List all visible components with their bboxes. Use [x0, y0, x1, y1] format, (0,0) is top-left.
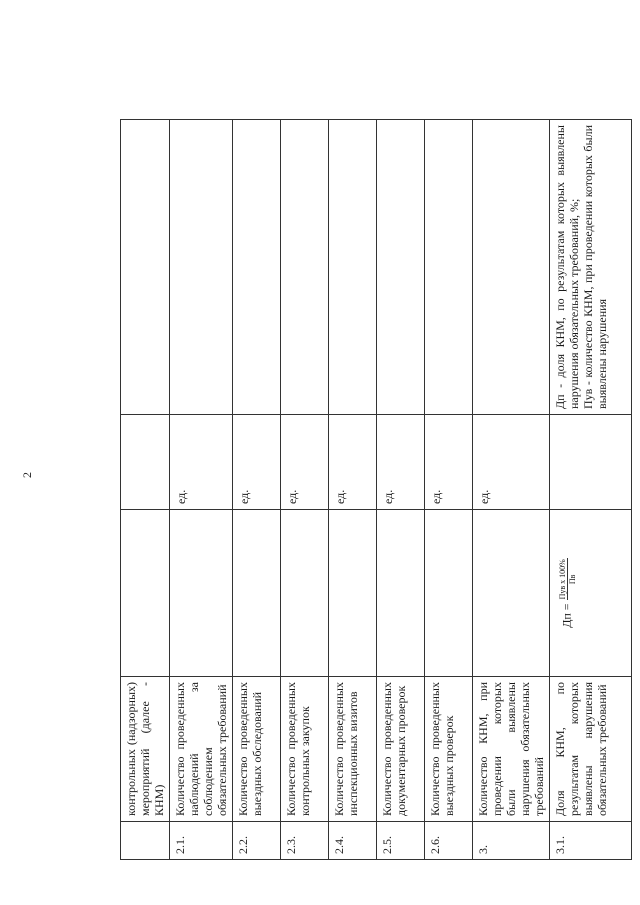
indicator-name: Количество КНМ, при проведении которых были выявлены нарушения обязательных требований	[473, 677, 550, 822]
indicators-table	[120, 119, 632, 860]
unit-cell: ед.	[473, 415, 550, 510]
formula-denominator: Пв	[568, 574, 577, 585]
indicator-name: Количество проведенных документарных проверок	[377, 677, 425, 822]
row-number	[121, 822, 170, 860]
formula-lhs: Дп =	[559, 603, 574, 628]
description-cell	[550, 120, 632, 415]
description-line: Дп - доля КНМ, по результатам которых выявлены нарушения обязательных требований, %;	[553, 125, 581, 409]
table-row	[281, 120, 329, 860]
indicator-name: Количество проведенных наблюдений за соблюдением обязательных требований	[170, 677, 233, 822]
description-cell	[281, 120, 329, 415]
formula-cell	[121, 510, 170, 677]
table-row	[170, 120, 233, 860]
page-number: 2	[20, 472, 34, 478]
row-number: 2.4.	[329, 822, 377, 860]
unit-cell: ед.	[170, 415, 233, 510]
description-cell	[473, 120, 550, 415]
description-line: Пув - количество КНМ, при проведении которых были выявлены нарушения	[581, 125, 609, 409]
formula-cell	[170, 510, 233, 677]
description-cell	[425, 120, 473, 415]
formula-cell	[425, 510, 473, 677]
table-row	[377, 120, 425, 860]
unit-cell	[550, 415, 632, 510]
formula-cell	[233, 510, 281, 677]
table-row	[233, 120, 281, 860]
description-cell	[121, 120, 170, 415]
description-cell	[170, 120, 233, 415]
indicator-name: Доля КНМ, по результатам которых выявлены нарушения обязательных требований	[550, 677, 632, 822]
unit-cell: ед.	[329, 415, 377, 510]
unit-cell	[121, 415, 170, 510]
formula-cell	[281, 510, 329, 677]
row-number: 3.1.	[550, 822, 632, 860]
row-number: 2.3.	[281, 822, 329, 860]
table-row	[329, 120, 377, 860]
table-row	[550, 120, 632, 860]
row-number: 2.2.	[233, 822, 281, 860]
description-cell	[233, 120, 281, 415]
row-number: 2.5.	[377, 822, 425, 860]
row-number: 3.	[473, 822, 550, 860]
rotated-table-block	[120, 110, 610, 860]
row-number: 2.1.	[170, 822, 233, 860]
table-row	[425, 120, 473, 860]
row-number: 2.6.	[425, 822, 473, 860]
formula-numerator: Пув х 100%	[558, 559, 567, 600]
unit-cell: ед.	[377, 415, 425, 510]
unit-cell: ед.	[425, 415, 473, 510]
description-cell	[329, 120, 377, 415]
unit-cell: ед.	[233, 415, 281, 510]
indicator-name: Количество проведенных контрольных закупок	[281, 677, 329, 822]
formula-fraction	[558, 558, 577, 600]
formula-cell	[550, 510, 632, 677]
table-row	[473, 120, 550, 860]
description-cell	[377, 120, 425, 415]
formula-cell	[377, 510, 425, 677]
table-row	[121, 120, 170, 860]
unit-cell: ед.	[281, 415, 329, 510]
indicator-name: Количество проведенных выездных проверок	[425, 677, 473, 822]
formula-cell	[473, 510, 550, 677]
formula-cell	[329, 510, 377, 677]
indicator-name: Количество проведенных выездных обследований	[233, 677, 281, 822]
indicator-name: Количество проведенных инспекционных визитов	[329, 677, 377, 822]
indicator-name: контрольных (надзорных) мероприятий (далее - КНМ)	[121, 677, 170, 822]
